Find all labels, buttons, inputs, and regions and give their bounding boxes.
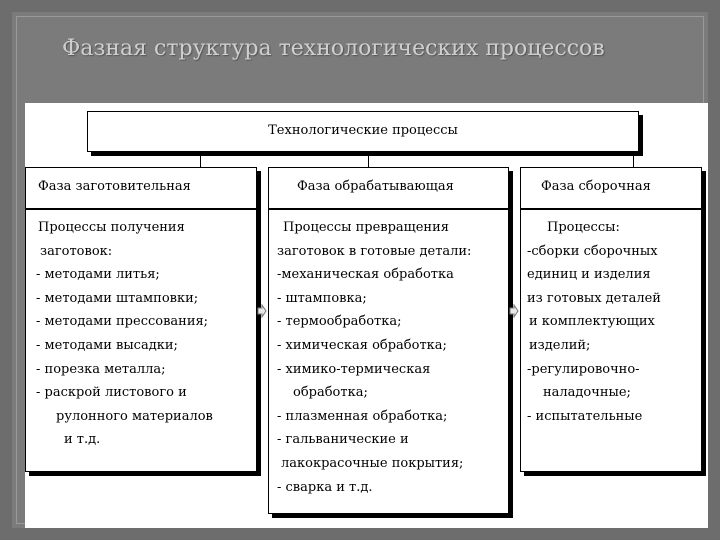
list-item: - методами прессования; [36, 314, 209, 330]
list-item: - гальванические и [277, 432, 409, 448]
phase-box-assembly [520, 167, 702, 472]
list-item: - методами высадки; [36, 337, 178, 353]
list-item: - раскрой листового и [36, 385, 187, 401]
list-item: обработка; [293, 385, 368, 401]
list-item: - химическая обработка; [277, 337, 447, 353]
root-node [87, 111, 639, 152]
list-item: Процессы получения [38, 220, 185, 235]
list-item: - методами штамповки; [36, 290, 199, 306]
list-item: - химико-термическая [277, 361, 431, 377]
list-item: -механическая обработка [277, 267, 454, 283]
root-node-label: Технологические процессы [268, 123, 458, 138]
list-item: - методами литья; [36, 267, 160, 283]
phase-title: Фаза сборочная [541, 179, 651, 194]
list-item: заготовок: [40, 243, 113, 259]
phase-title: Фаза обрабатывающая [297, 179, 454, 194]
list-item: Процессы: [547, 220, 620, 235]
slide-title: Фазная структура технологических процессов [62, 36, 605, 61]
list-item: единиц и изделия [527, 267, 651, 283]
list-item: наладочные; [543, 385, 631, 401]
list-item: и т.д. [64, 432, 101, 448]
phase-process-list [26, 216, 256, 452]
phase-process-list [521, 216, 701, 428]
connector-horizontal [200, 152, 633, 153]
connector-root-stem [368, 152, 369, 167]
phase-process-list [269, 216, 508, 499]
list-item: -сборки сборочных [527, 243, 658, 259]
list-item: изделий; [529, 337, 591, 353]
list-item: -регулировочно- [527, 361, 640, 377]
right-arrow-icon [257, 304, 267, 318]
right-arrow-icon [509, 304, 519, 318]
phase-header [26, 168, 256, 210]
phase-header [269, 168, 508, 210]
list-item: и комплектующих [529, 314, 655, 330]
list-item: - испытательные [527, 408, 643, 424]
list-item: лакокрасочные покрытия; [281, 455, 464, 471]
phase-header [521, 168, 701, 210]
list-item: - сварка и т.д. [277, 479, 373, 495]
phase-box-processing [268, 167, 509, 514]
list-item: - порезка металла; [36, 361, 166, 377]
list-item: - штамповка; [277, 290, 367, 306]
list-item: - термообработка; [277, 314, 402, 330]
phase-box-procurement [25, 167, 257, 472]
phase-title: Фаза заготовительная [38, 179, 191, 194]
list-item: рулонного материалов [56, 408, 213, 424]
list-item: - плазменная обработка; [277, 408, 448, 424]
connector-left [200, 152, 201, 167]
connector-right [633, 152, 634, 167]
list-item: Процессы превращения [283, 220, 449, 235]
list-item: заготовок в готовые детали: [277, 243, 472, 259]
list-item: из готовых деталей [527, 290, 661, 306]
